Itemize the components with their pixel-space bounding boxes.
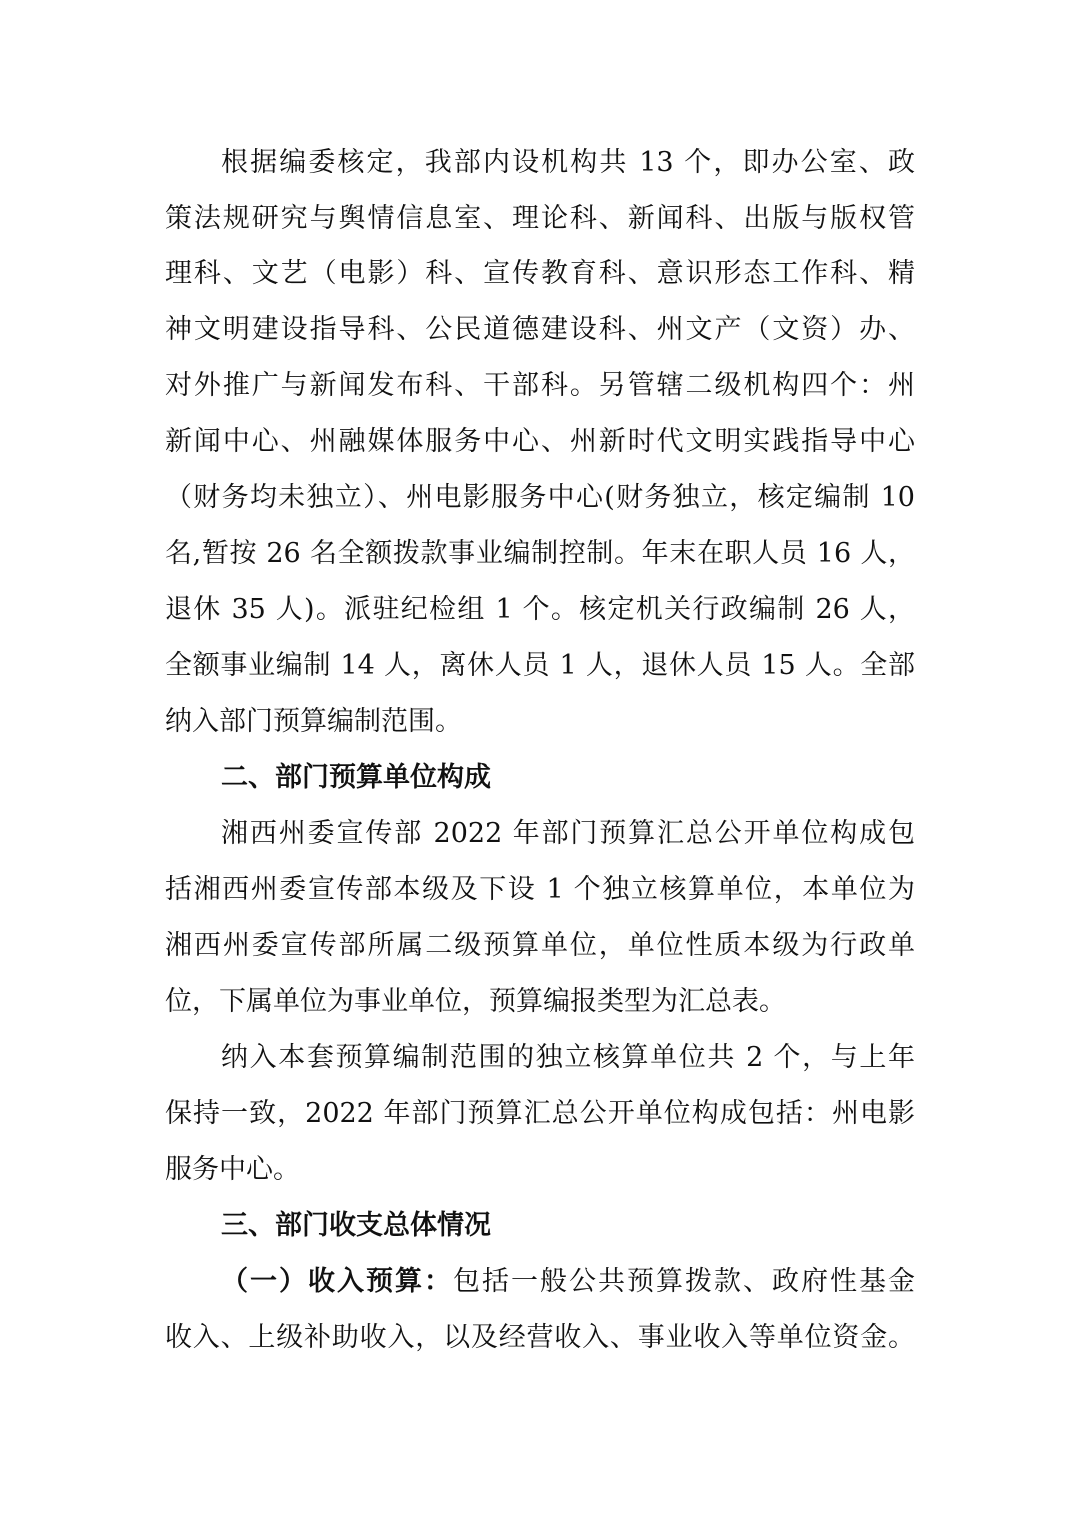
paragraph-line: 纳入本套预算编制范围的独立核算单位共 2 个，与上年 xyxy=(221,1042,915,1073)
item-text: 包括一般公共预算拨款、政府性基金 xyxy=(453,1266,915,1297)
paragraph-line: 理科、文艺（电影）科、宣传教育科、意识形态工作科、精 xyxy=(165,258,915,289)
paragraph-line: 湘西州委宣传部所属二级预算单位，单位性质本级为行政单 xyxy=(165,930,915,961)
paragraph-line: 策法规研究与舆情信息室、理论科、新闻科、出版与版权管 xyxy=(165,203,915,234)
paragraph-line: （财务均未独立）、州电影服务中心(财务独立，核定编制 10 xyxy=(165,482,915,513)
item-line xyxy=(221,1264,915,1300)
paragraph-line: 全额事业编制 14 人，离休人员 1 人，退休人员 15 人。全部 xyxy=(165,650,915,681)
paragraph-line: 服务中心。 xyxy=(165,1154,300,1185)
paragraph-line: 新闻中心、州融媒体服务中心、州新时代文明实践指导中心 xyxy=(165,426,915,457)
section-heading: 二、部门预算单位构成 xyxy=(221,762,491,793)
paragraph-line: 纳入部门预算编制范围。 xyxy=(165,706,462,737)
item-lead: （一）收入预算： xyxy=(221,1266,453,1297)
paragraph-line: 位，下属单位为事业单位，预算编报类型为汇总表。 xyxy=(165,986,786,1017)
section-heading: 三、部门收支总体情况 xyxy=(221,1210,491,1241)
paragraph-line: 保持一致，2022 年部门预算汇总公开单位构成包括：州电影 xyxy=(165,1098,915,1129)
paragraph-line: 退休 35 人)。派驻纪检组 1 个。核定机关行政编制 26 人， xyxy=(165,594,915,625)
paragraph-line: 神文明建设指导科、公民道德建设科、州文产（文资）办、 xyxy=(165,314,915,345)
paragraph-line: 名,暂按 26 名全额拨款事业编制控制。年末在职人员 16 人， xyxy=(165,538,915,569)
paragraph-line: 湘西州委宣传部 2022 年部门预算汇总公开单位构成包 xyxy=(221,818,915,849)
paragraph-line: 根据编委核定，我部内设机构共 13 个，即办公室、政 xyxy=(221,147,915,178)
paragraph-line: 对外推广与新闻发布科、干部科。另管辖二级机构四个：州 xyxy=(165,370,915,401)
paragraph-line: 括湘西州委宣传部本级及下设 1 个独立核算单位，本单位为 xyxy=(165,874,915,905)
paragraph-line: 收入、上级补助收入，以及经营收入、事业收入等单位资金。 xyxy=(165,1322,915,1353)
